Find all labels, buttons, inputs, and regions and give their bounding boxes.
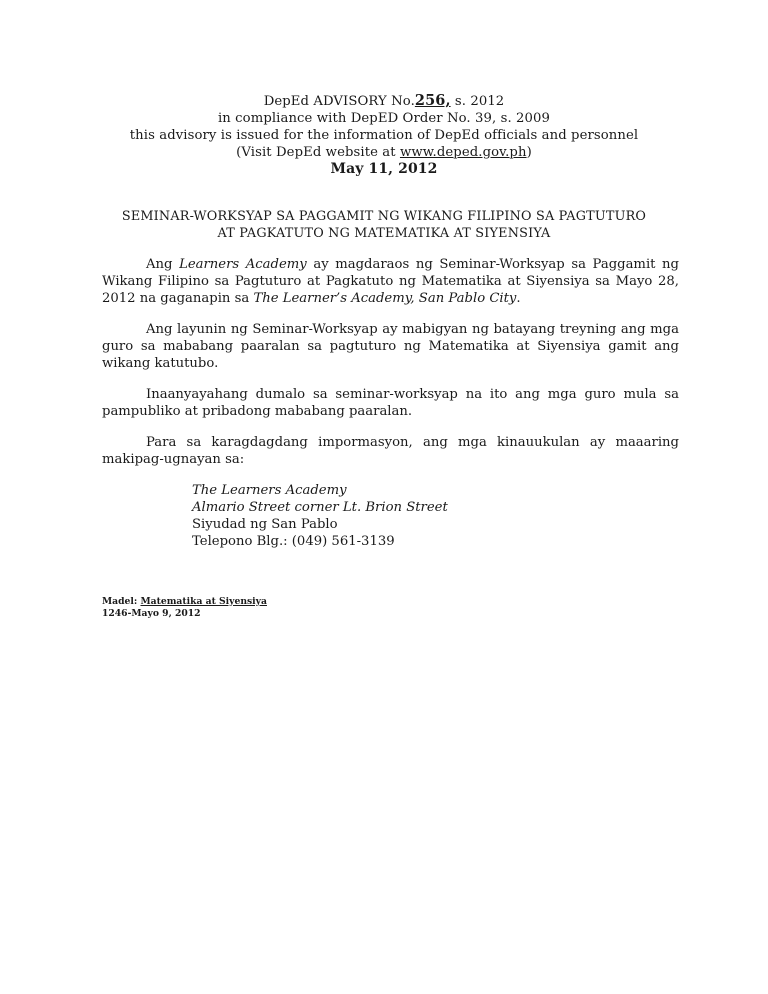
contact-address [192,482,448,550]
advisory-header [0,92,768,178]
p1-text-e: . [516,291,521,306]
footnote-model-label: Madel: [102,596,141,607]
advisory-title [0,208,768,242]
p4-text: Para sa karagdagdang impormasyon, ang mga kinauukulan ay maaaring makipag-ugnayan sa: [102,435,679,467]
footnote-model-value: Matematika at Siyensiya [140,596,267,607]
visit-suffix: ) [526,145,532,160]
info-line: this advisory is issued for the information of DepEd officials and personnel [129,128,639,143]
p1-venue: The Learner’s Academy, San Pablo City [253,291,517,306]
address-city: Siyudad ng San Pablo [192,517,338,532]
visit-prefix: (Visit DepEd website at [236,145,400,160]
address-name: The Learners Academy [192,483,347,498]
paragraph-objective [102,321,679,372]
paragraph-contact [102,434,679,468]
website-line [0,144,768,161]
p2-text: Ang layunin ng Seminar-Worksyap ay mabigyan ng batayang treyning ang mga guro sa mababang paaralan sa pagtuturo ng Matematika at Siyensiya gamit ang wikang katutubo. [102,322,679,371]
footnote-model [102,596,267,608]
compliance-line: in compliance with DepED Order No. 39, s. 2009 [217,111,550,126]
address-street: Almario Street corner Lt. Brion Street [192,500,448,515]
p1-organizer: Learners Academy [179,257,307,272]
p1-text-c: ay magdaraos ng Seminar-Worksyap sa Paggamit ng Wikang Filipino sa Pagtuturo at Pagkatuto ng Matematika at Siyensiya sa Mayo 28, 2012 na gaganapin sa [102,257,679,306]
advisory-number: 256, [414,92,451,109]
advisory-number-line [0,92,768,110]
address-phone: Telepono Blg.: (049) 561-3139 [192,534,395,549]
p1-text-a: Ang [146,257,180,272]
title-line-2: AT PAGKATUTO NG MATEMATIKA AT SIYENSIYA [217,226,551,241]
paragraph-announcement [102,256,679,307]
title-line-1: SEMINAR-WORKSYAP SA PAGGAMIT NG WIKANG FILIPINO SA PAGTUTURO [121,209,647,224]
footnote [102,596,267,619]
advisory-date: May 11, 2012 [330,161,438,177]
advisory-prefix: DepEd ADVISORY No. [263,94,415,109]
deped-website-link[interactable]: www.deped.gov.ph [399,145,527,160]
advisory-year: s. 2012 [450,94,505,109]
paragraph-invitation [102,386,679,420]
footnote-ref: 1246-Mayo 9, 2012 [102,607,201,619]
p3-text: Inaanyayahang dumalo sa seminar-worksyap na ito ang mga guro mula sa pampubliko at pribadong mababang paaralan. [102,387,679,419]
